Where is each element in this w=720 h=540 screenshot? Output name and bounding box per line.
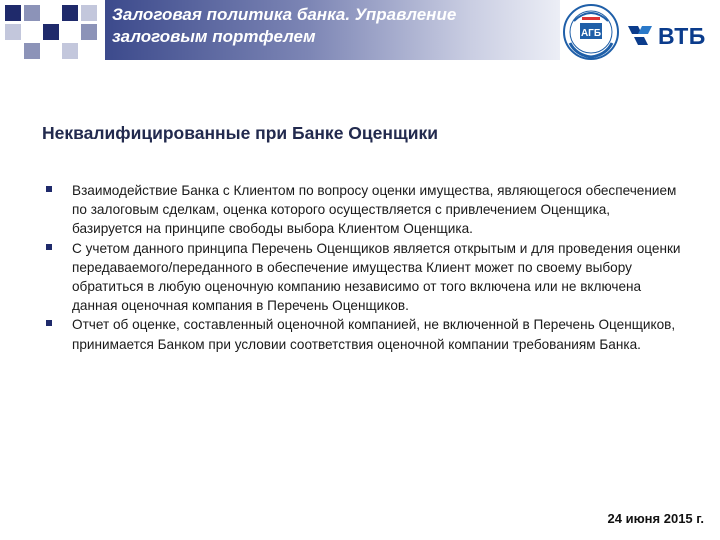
bullet-item [42,239,682,316]
bullet-item [42,181,682,239]
decor-square [81,5,97,21]
decor-square [81,24,97,40]
decor-square [62,5,78,21]
vtb-text: ВТБ [658,23,706,49]
square-bullet-icon [46,186,52,192]
bullet-text: С учетом данного принципа Перечень Оценщиков является открытым и для проведения оценки передаваемого/переданного в обеспечение имущества Клиент может по своему выбору обратиться в любую оценочную компанию независимо от того включена или не включена данная оценочная компания в Перечень Оценщиков. [72,240,681,314]
slide-heading: Неквалифицированные при Банке Оценщики [42,123,438,143]
header-title: Залоговая политика банка. Управление залоговым портфелем [112,5,457,46]
vtb-logo [628,22,716,50]
emblem-text: АГБ [580,28,602,39]
square-bullet-icon [46,320,52,326]
decor-square [43,24,59,40]
association-emblem-icon [562,3,620,61]
bullet-text: Отчет об оценке, составленный оценочной компанией, не включенной в Перечень Оценщиков, принимается Банком при условии соответствия оценочной компании требованиям Банка. [72,317,676,352]
decor-square [5,5,21,21]
bullet-item [42,315,682,353]
decor-square [62,43,78,59]
decor-square [24,5,40,21]
footer-date: 24 июня 2015 г. [607,511,704,526]
square-bullet-icon [46,244,52,250]
decor-square [24,43,40,59]
vtb-mark-icon [628,24,654,48]
bullet-list [42,181,682,354]
decor-square [5,24,21,40]
bullet-text: Взаимодействие Банка с Клиентом по вопросу оценки имущества, являющегося обеспечением по залоговым сделкам, оценка которого осуществляется с привлечением Оценщика, базируется на принципе свободы выбора Клиентом Оценщика. [72,183,677,237]
